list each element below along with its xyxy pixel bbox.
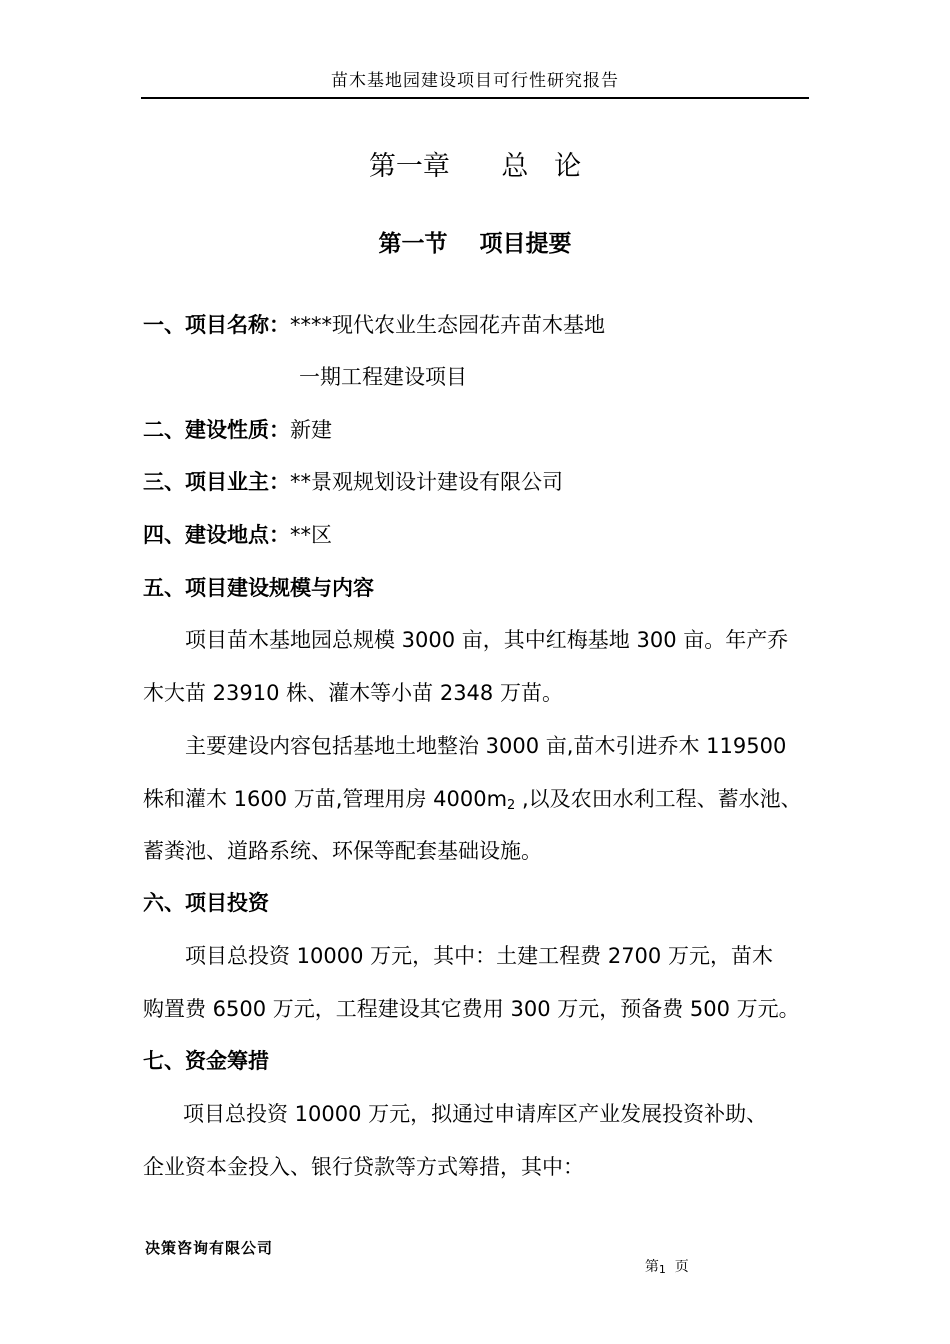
item-label: 五、项目建设规模与内容 [143,576,374,600]
funding-heading: 七、资金筹措 [143,1049,269,1073]
item-value: **区 [290,523,332,547]
investment-heading: 六、项目投资 [143,891,269,915]
header-divider [141,97,809,99]
item-construction-site [143,520,332,550]
footer-company: 决策咨询有限公司 [145,1239,274,1257]
area-unit-subscript: 2 [507,798,516,813]
item-scale-heading [143,573,374,603]
page-suffix: 页 [665,1259,689,1275]
item-label: 一、项目名称： [143,313,290,337]
item-project-name-cont [299,362,467,392]
scale-paragraph-line-2: 木大苗 23910 株、灌木等小苗 2348 万苗。 [143,681,563,705]
item-construction-nature [143,415,332,445]
investment-line-2: 购置费 6500 万元，工程建设其它费用 300 万元，预备费 500 万元。 [143,997,800,1021]
item-label: 三、项目业主： [143,470,290,494]
page-prefix: 第 [644,1259,659,1275]
section-title: 第一节 项目提要 [378,231,572,257]
item-project-owner [143,467,563,497]
item-label: 二、建设性质： [143,418,290,442]
item-project-name [143,310,605,340]
investment-line-1: 项目总投资 10000 万元，其中：土建工程费 2700 万元，苗木 [185,944,773,968]
item-value: 一期工程建设项目 [299,365,467,389]
header-title: 苗木基地园建设项目可行性研究报告 [331,71,619,91]
item-label: 四、建设地点： [143,523,290,547]
item-value: 新建 [290,418,332,442]
content-text: ,以及农田水利工程、蓄水池、 [515,787,802,811]
content-paragraph-line-3: 蓄粪池、道路系统、环保等配套基础设施。 [143,839,542,863]
chapter-title: 第一章 总 论 [368,151,582,182]
funding-line-2: 企业资本金投入、银行贷款等方式筹措，其中： [143,1155,584,1179]
footer-page-number [636,1240,689,1276]
item-value: ****现代农业生态园花卉苗木基地 [290,313,605,337]
content-text: 株和灌木 1600 万苗,管理用房 4000m [143,787,508,811]
scale-paragraph-line-1: 项目苗木基地园总规模 3000 亩，其中红梅基地 300 亩。年产乔 [185,628,789,652]
content-paragraph-line-2 [143,784,802,821]
item-value: **景观规划设计建设有限公司 [290,470,563,494]
page-number: 1 [658,1263,666,1276]
funding-line-1: 项目总投资 10000 万元，拟通过申请库区产业发展投资补助、 [183,1102,768,1126]
content-paragraph-line-1: 主要建设内容包括基地土地整治 3000 亩,苗木引进乔木 119500 [185,734,787,758]
